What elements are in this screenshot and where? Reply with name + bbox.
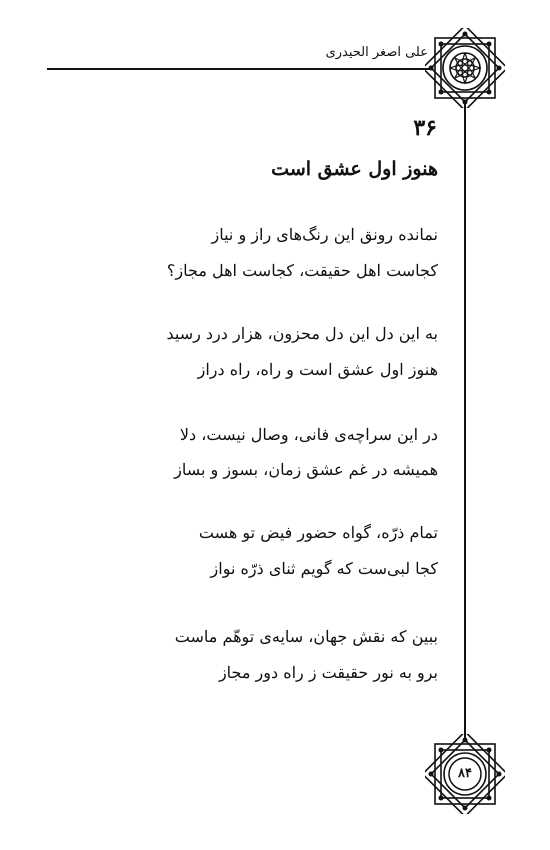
- header-rule: [47, 68, 430, 70]
- poem-line: در این سراچه‌ی فانی، وصال نیست، دلا: [179, 425, 438, 444]
- poem-line: تمام ذرّه، گواه حضور فیض تو هست: [198, 523, 438, 542]
- poem-line: همیشه در غم عشق زمان، بسوز و بساز: [174, 460, 438, 479]
- poem-line: به این دل این دل محزون، هزار درد رسید: [166, 324, 438, 343]
- poem-line: کجاست اهل حقیقت، کجاست اهل مجاز؟: [166, 261, 438, 280]
- poem-line: کجا لبی‌ست که گویم ثنای ذرّه نواز: [210, 559, 438, 578]
- poem-line: برو به نور حقیقت ز راه دور مجاز: [218, 663, 438, 682]
- poem-line: نمانده رونق این رنگ‌های راز و نیاز: [211, 225, 438, 244]
- poem-line: ببین که نقش جهان، سایه‌ی توهّم ماست: [174, 627, 438, 646]
- page-number: ۸۴: [458, 766, 472, 781]
- running-head: علی اصغر الحیدری: [325, 45, 428, 60]
- poem-number: ۳۶: [413, 115, 437, 141]
- poem-title: هنوز اول عشق است: [271, 158, 438, 180]
- top-rosette-ornament-icon: [425, 28, 505, 108]
- poem-line: هنوز اول عشق است و راه، راه دراز: [197, 360, 438, 379]
- margin-rule: [464, 100, 466, 740]
